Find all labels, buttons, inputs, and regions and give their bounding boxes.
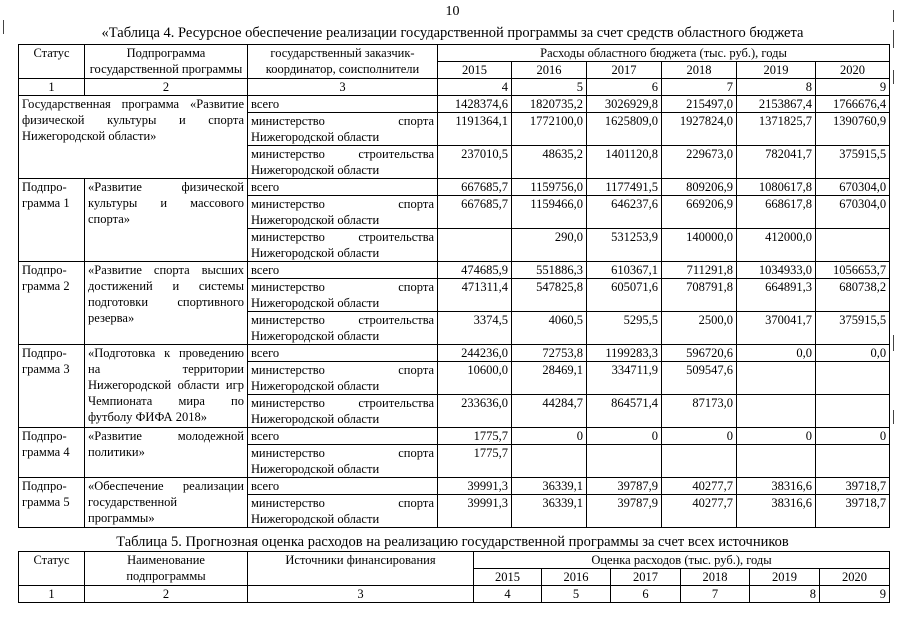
t5-col-estimate-header: Оценка расходов (тыс. руб.), годы	[474, 552, 890, 569]
value-cell: 2500,0	[662, 312, 737, 345]
customer-cell: всего	[248, 345, 438, 362]
t5-year-header: 2015	[474, 569, 542, 586]
value-cell: 664891,3	[737, 279, 816, 312]
t5-col-sources-header: Источники финансирования	[248, 552, 474, 586]
table-row	[19, 179, 890, 196]
value-cell: 667685,7	[438, 179, 512, 196]
value-cell: 551886,3	[512, 262, 587, 279]
value-cell: 10600,0	[438, 362, 512, 395]
year-header: 2015	[438, 62, 512, 79]
value-cell: 36339,1	[512, 495, 587, 528]
table-row	[19, 96, 890, 113]
value-cell: 39787,9	[587, 495, 662, 528]
col-expenses-header: Расходы областного бюджета (тыс. руб.), годы	[438, 45, 890, 62]
value-cell	[438, 229, 512, 262]
t5-col-number: 9	[820, 586, 890, 603]
status-cell: Подпро-грамма 4	[19, 428, 85, 478]
value-cell: 1159756,0	[512, 179, 587, 196]
table-row	[19, 345, 890, 362]
t5-col-subprogram-header: Наименование подпрограммы	[85, 552, 248, 586]
t5-col-number: 3	[248, 586, 474, 603]
subprogram-name: «Подготовка к проведению на территории Нижегородской области игр Чемпионата мира по футболу ФИФА 2018»	[85, 345, 248, 428]
customer-cell: всего	[248, 478, 438, 495]
customer-cell: министерство спорта Нижегородской области	[248, 279, 438, 312]
column-numbers-row	[19, 79, 890, 96]
program-name: Государственная программа «Развитие физической культуры и спорта Нижегородской области»	[19, 96, 248, 179]
year-header: 2017	[587, 62, 662, 79]
value-cell: 0	[587, 428, 662, 445]
t5-col-number: 5	[542, 586, 611, 603]
subprogram-name: «Обеспечение реализации государственной программы»	[85, 478, 248, 528]
col-customer-header: государственный заказчик-координатор, соисполнители	[248, 45, 438, 79]
value-cell: 0	[737, 428, 816, 445]
table5	[18, 551, 890, 603]
col-number: 7	[662, 79, 737, 96]
col-number: 6	[587, 79, 662, 96]
value-cell: 1177491,5	[587, 179, 662, 196]
customer-cell: всего	[248, 262, 438, 279]
subprogram-name: «Развитие спорта высших достижений и системы подготовки спортивного резерва»	[85, 262, 248, 345]
value-cell: 670304,0	[816, 196, 890, 229]
value-cell: 1056653,7	[816, 262, 890, 279]
value-cell: 244236,0	[438, 345, 512, 362]
value-cell: 39991,3	[438, 478, 512, 495]
value-cell: 1766676,4	[816, 96, 890, 113]
col-status-header: Статус	[19, 45, 85, 79]
value-cell: 39718,7	[816, 495, 890, 528]
value-cell: 1428374,6	[438, 96, 512, 113]
customer-cell: министерство строительства Нижегородской области	[248, 229, 438, 262]
t5-column-numbers-row	[19, 586, 890, 603]
year-header: 2018	[662, 62, 737, 79]
value-cell: 0	[662, 428, 737, 445]
year-header: 2020	[816, 62, 890, 79]
value-cell: 864571,4	[587, 395, 662, 428]
value-cell: 0	[512, 428, 587, 445]
value-cell: 375915,5	[816, 146, 890, 179]
value-cell: 0,0	[737, 345, 816, 362]
value-cell: 36339,1	[512, 478, 587, 495]
value-cell: 4060,5	[512, 312, 587, 345]
value-cell	[512, 445, 587, 478]
table4-title: «Таблица 4. Ресурсное обеспечение реализации государственной программы за счет средств областного бюджета	[101, 25, 804, 41]
customer-cell: министерство спорта Нижегородской области	[248, 113, 438, 146]
table-row	[19, 262, 890, 279]
value-cell: 1625809,0	[587, 113, 662, 146]
t5-col-status-header: Статус	[19, 552, 85, 586]
value-cell: 72753,8	[512, 345, 587, 362]
col-number: 5	[512, 79, 587, 96]
value-cell: 1772100,0	[512, 113, 587, 146]
value-cell: 38316,6	[737, 478, 816, 495]
value-cell: 1390760,9	[816, 113, 890, 146]
value-cell: 0,0	[816, 345, 890, 362]
scan-mark	[893, 10, 894, 22]
value-cell: 3374,5	[438, 312, 512, 345]
value-cell: 38316,6	[737, 495, 816, 528]
value-cell: 474685,9	[438, 262, 512, 279]
table4-body	[19, 96, 890, 528]
customer-cell: министерство спорта Нижегородской области	[248, 196, 438, 229]
value-cell: 412000,0	[737, 229, 816, 262]
customer-cell: министерство строительства Нижегородской области	[248, 146, 438, 179]
scan-mark	[893, 335, 894, 351]
value-cell: 708791,8	[662, 279, 737, 312]
value-cell: 669206,9	[662, 196, 737, 229]
t5-year-header: 2016	[542, 569, 611, 586]
value-cell: 48635,2	[512, 146, 587, 179]
t5-year-header: 2020	[820, 569, 890, 586]
value-cell: 646237,6	[587, 196, 662, 229]
value-cell: 1080617,8	[737, 179, 816, 196]
value-cell: 1199283,3	[587, 345, 662, 362]
t5-col-number: 2	[85, 586, 248, 603]
col-subprogram-header: Подпрограмма государственной программы	[85, 45, 248, 79]
value-cell: 809206,9	[662, 179, 737, 196]
value-cell: 667685,7	[438, 196, 512, 229]
value-cell: 334711,9	[587, 362, 662, 395]
col-number: 2	[85, 79, 248, 96]
table-row	[19, 478, 890, 495]
customer-cell: министерство спорта Нижегородской области	[248, 362, 438, 395]
value-cell: 39718,7	[816, 478, 890, 495]
table-row	[19, 428, 890, 445]
value-cell	[737, 395, 816, 428]
status-cell: Подпро-грамма 3	[19, 345, 85, 428]
value-cell	[662, 445, 737, 478]
t5-col-number: 8	[750, 586, 820, 603]
table4	[18, 44, 890, 528]
t5-col-number: 1	[19, 586, 85, 603]
value-cell	[816, 445, 890, 478]
value-cell	[816, 362, 890, 395]
value-cell	[816, 229, 890, 262]
col-number: 1	[19, 79, 85, 96]
value-cell: 5295,5	[587, 312, 662, 345]
value-cell: 670304,0	[816, 179, 890, 196]
col-number: 4	[438, 79, 512, 96]
value-cell: 1034933,0	[737, 262, 816, 279]
year-header: 2016	[512, 62, 587, 79]
customer-cell: министерство строительства Нижегородской области	[248, 312, 438, 345]
scan-mark	[893, 70, 894, 84]
customer-cell: всего	[248, 179, 438, 196]
value-cell: 0	[816, 428, 890, 445]
value-cell: 509547,6	[662, 362, 737, 395]
value-cell: 237010,5	[438, 146, 512, 179]
value-cell: 3026929,8	[587, 96, 662, 113]
value-cell	[737, 362, 816, 395]
value-cell: 87173,0	[662, 395, 737, 428]
value-cell: 1775,7	[438, 428, 512, 445]
t5-col-number: 4	[474, 586, 542, 603]
status-cell: Подпро-грамма 2	[19, 262, 85, 345]
scan-mark	[893, 410, 894, 424]
subprogram-name: «Развитие физической культуры и массового спорта»	[85, 179, 248, 262]
value-cell: 1191364,1	[438, 113, 512, 146]
page-number: 10	[445, 4, 460, 19]
t5-col-number: 6	[611, 586, 681, 603]
customer-cell: всего	[248, 96, 438, 113]
value-cell: 668617,8	[737, 196, 816, 229]
value-cell: 39787,9	[587, 478, 662, 495]
value-cell: 28469,1	[512, 362, 587, 395]
status-cell: Подпро-грамма 5	[19, 478, 85, 528]
col-number: 9	[816, 79, 890, 96]
value-cell: 547825,8	[512, 279, 587, 312]
value-cell: 375915,5	[816, 312, 890, 345]
scan-mark	[3, 20, 4, 34]
value-cell: 40277,7	[662, 478, 737, 495]
value-cell: 39991,3	[438, 495, 512, 528]
value-cell: 610367,1	[587, 262, 662, 279]
value-cell	[737, 445, 816, 478]
value-cell: 782041,7	[737, 146, 816, 179]
value-cell: 680738,2	[816, 279, 890, 312]
value-cell	[816, 395, 890, 428]
t5-year-header: 2017	[611, 569, 681, 586]
col-number: 8	[737, 79, 816, 96]
customer-cell: министерство спорта Нижегородской области	[248, 445, 438, 478]
customer-cell: министерство строительства Нижегородской области	[248, 395, 438, 428]
value-cell: 229673,0	[662, 146, 737, 179]
value-cell: 370041,7	[737, 312, 816, 345]
value-cell: 2153867,4	[737, 96, 816, 113]
value-cell: 233636,0	[438, 395, 512, 428]
table5-title: Таблица 5. Прогнозная оценка расходов на реализацию государственной программы за счет всех источников	[116, 534, 789, 550]
value-cell: 596720,6	[662, 345, 737, 362]
value-cell: 531253,9	[587, 229, 662, 262]
value-cell: 40277,7	[662, 495, 737, 528]
value-cell: 1775,7	[438, 445, 512, 478]
value-cell	[587, 445, 662, 478]
value-cell: 605071,6	[587, 279, 662, 312]
scan-mark	[893, 30, 894, 48]
value-cell: 290,0	[512, 229, 587, 262]
value-cell: 140000,0	[662, 229, 737, 262]
year-header: 2019	[737, 62, 816, 79]
value-cell: 1820735,2	[512, 96, 587, 113]
col-number: 3	[248, 79, 438, 96]
t5-year-header: 2019	[750, 569, 820, 586]
status-cell: Подпро-грамма 1	[19, 179, 85, 262]
subprogram-name: «Развитие молодежной политики»	[85, 428, 248, 478]
value-cell: 1371825,7	[737, 113, 816, 146]
customer-cell: всего	[248, 428, 438, 445]
value-cell: 1927824,0	[662, 113, 737, 146]
value-cell: 711291,8	[662, 262, 737, 279]
customer-cell: министерство спорта Нижегородской области	[248, 495, 438, 528]
value-cell: 215497,0	[662, 96, 737, 113]
value-cell: 1159466,0	[512, 196, 587, 229]
value-cell: 1401120,8	[587, 146, 662, 179]
t5-year-header: 2018	[681, 569, 750, 586]
value-cell: 44284,7	[512, 395, 587, 428]
t5-col-number: 7	[681, 586, 750, 603]
value-cell: 471311,4	[438, 279, 512, 312]
